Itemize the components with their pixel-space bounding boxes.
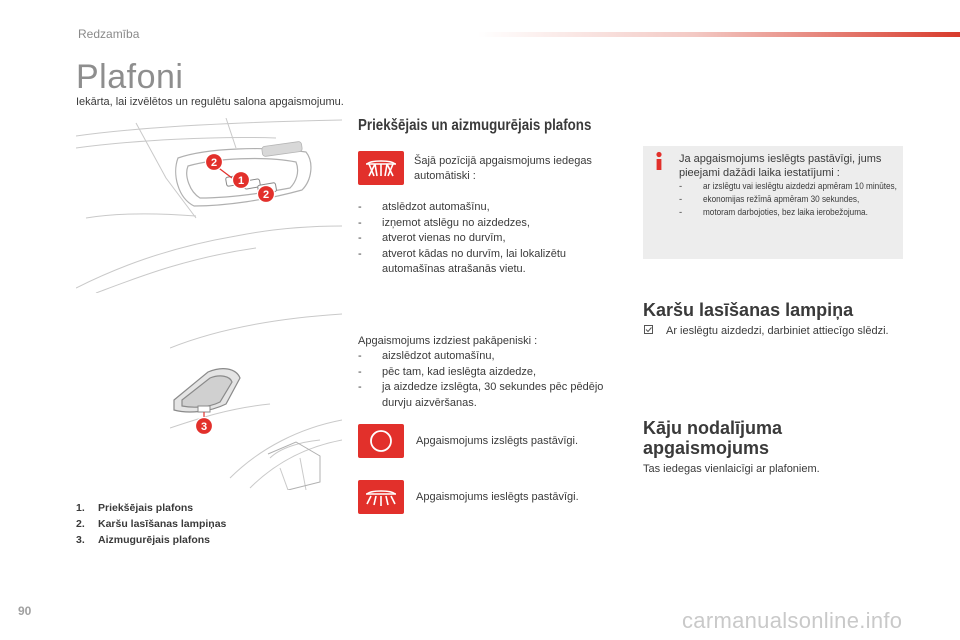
on-text: Apgaismojums ieslēgts pastāvīgi. [416,491,579,503]
list-item: - atverot kādas no durvīm, lai lokalizētu automašīnas atrašanās vietu. [358,247,628,278]
rear-ceiling-lamp-illustration [170,308,342,490]
info-icon [651,151,667,176]
off-position-symbol [358,424,404,458]
list-item: - ja aizdedze izslēgta, 30 sekundes pēc pēdējo durvju aizvēršanas. [358,380,620,411]
legend-item: 1. Priekšējais plafons [76,502,194,514]
list-item: - motoram darbojoties, bez laika ierobežojuma. [679,206,901,219]
legend-item: 2. Karšu lasīšanas lampiņas [76,518,227,530]
callout-2-left: 2 [210,157,218,169]
door-position-symbol [358,151,404,185]
checkbox-marker-icon [644,325,654,338]
figure-legend [76,500,226,548]
callout-1: 1 [237,175,245,187]
info-settings-list [679,180,901,219]
on-position-symbol [358,480,404,514]
callout-2-right: 2 [262,189,270,201]
list-item: - atverot vienas no durvīm, [358,231,628,247]
front-rear-heading: Priekšējais un aizmugurējais plafons [358,117,592,134]
list-item: - atslēdzot automašīnu, [358,200,628,216]
front-ceiling-lamp-illustration [76,118,342,293]
info-lead-text: Ja apgaismojums ieslēgts pastāvīgi, jums pieejami dažādi laika iestatījumi : [679,153,882,179]
map-lamp-heading: Karšu lasīšanas lampiņa [643,300,854,320]
watermark: carmanualsonline.info [682,608,903,633]
map-lamp-text: Ar ieslēgtu aizdedzi, darbiniet attiecīgo slēdzi. [666,325,889,337]
lamp-door-icon [358,151,404,185]
off-text: Apgaismojums izslēgts pastāvīgi. [416,435,579,447]
list-item: - ekonomijas režīmā apmēram 30 sekundes, [679,193,901,206]
page-title: Plafoni [76,58,184,96]
auto-text: Šajā pozīcijā apgaismojums iedegas automātiski : [414,155,592,182]
header-accent-bar [478,32,960,37]
lamp-on-icon [358,480,404,514]
intro-text: Iekārta, lai izvēlētos un regulētu salona apgaismojumu. [76,96,344,108]
list-item: - izņemot atslēgu no aizdedzes, [358,216,628,232]
callout-3: 3 [200,421,208,433]
list-item: - ar izslēgtu vai ieslēgtu aizdedzi apmēram 10 minūtes, [679,180,901,193]
page-number: 90 [18,604,32,618]
footwell-text: Tas iedegas vienlaicīgi ar plafoniem. [643,463,820,475]
section-label: Redzamība [78,27,140,41]
footwell-heading: Kāju nodalījuma apgaismojums [643,418,783,458]
list-item: - pēc tam, kad ieslēgta aizdedze, [358,365,620,381]
list-item: - aizslēdzot automašīnu, [358,349,620,365]
auto-conditions-list [358,200,628,278]
fade-text: Apgaismojums izdziest pakāpeniski : [358,335,538,347]
fade-conditions-list [358,349,620,411]
off-circle-icon [358,424,404,458]
legend-item: 3. Aizmugurējais plafons [76,534,211,546]
